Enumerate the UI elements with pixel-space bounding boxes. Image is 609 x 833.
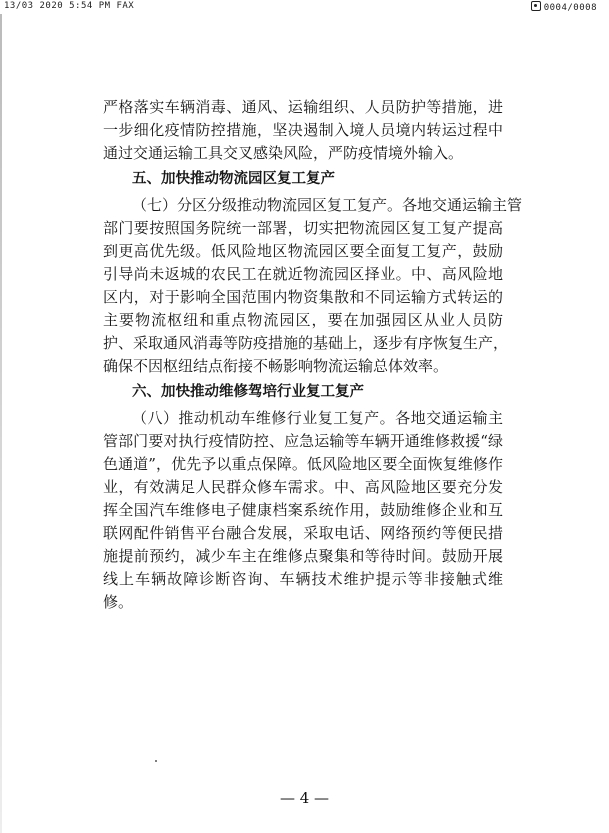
paragraph-line: 区内，对于影响全国范围内物资集散和不同运输方式转运的 (103, 288, 503, 306)
scan-edge (0, 14, 2, 833)
paragraph-line: 一步细化疫情防控措施，坚决遏制入境人员境内转运过程中 (103, 121, 503, 139)
paragraph-line: 色通道”，优先予以重点保障。低风险地区要全面恢复维修作 (103, 455, 503, 473)
fax-timestamp: 13/03 2020 5:54 PM FAX (4, 1, 135, 11)
paragraph-first-line: （七）分区分级推动物流园区复工复产。各地交通运输主管 (132, 196, 523, 214)
section-heading: 五、加快推动物流园区复工复产 (132, 171, 335, 187)
page-number: — 4 — (279, 789, 330, 807)
paragraph-line: 施提前预约，减少车主在维修点聚集和等待时间。鼓励开展 (103, 547, 503, 565)
paragraph-last-line: 通过交通运输工具交叉感染风险，严防疫情境外输入。 (103, 144, 464, 162)
scan-speck (155, 760, 157, 762)
paragraph-line: 联网配件销售平台融合发展，采取电话、网络预约等便民措 (103, 524, 503, 542)
fax-page-icon (531, 1, 541, 11)
paragraph-last-line: 修。 (103, 593, 134, 611)
paragraph-line: 管部门要对执行疫情防控、应急运输等车辆开通维修救援“绿 (103, 432, 503, 450)
paragraph-first-line: （八）推动机动车维修行业复工复产。各地交通运输主 (132, 409, 503, 427)
fax-header (0, 0, 609, 14)
paragraph-line: 到更高优先级。低风险地区物流园区要全面复工复产，鼓励 (103, 242, 503, 260)
paragraph-line: 线上车辆故障诊断咨询、车辆技术维护提示等非接触式维 (103, 570, 503, 588)
paragraph-line: 主要物流枢纽和重点物流园区，要在加强园区从业人员防 (103, 311, 503, 329)
fax-page-counter (531, 1, 597, 13)
section-heading: 六、加快推动维修驾培行业复工复产 (132, 384, 364, 400)
paragraph-last-line: 确保不因枢纽结点衔接不畅影响物流运输总体效率。 (103, 357, 449, 375)
paragraph-line: 严格落实车辆消毒、通风、运输组织、人员防护等措施，进 (103, 98, 503, 116)
paragraph-line: 业，有效满足人民群众修车需求。中、高风险地区要充分发 (103, 478, 503, 496)
paragraph-line: 引导尚未返城的农民工在就近物流园区择业。中、高风险地 (103, 265, 503, 283)
paragraph-line: 挥全国汽车维修电子健康档案系统作用，鼓励维修企业和互 (103, 501, 503, 519)
paragraph-line: 护、采取通风消毒等防疫措施的基础上，逐步有序恢复生产， (103, 334, 509, 352)
fax-page-count: 0004/0008 (543, 3, 597, 13)
document-body (103, 96, 523, 614)
paragraph-line: 部门要按照国务院统一部署，切实把物流园区复工复产提高 (103, 219, 503, 237)
